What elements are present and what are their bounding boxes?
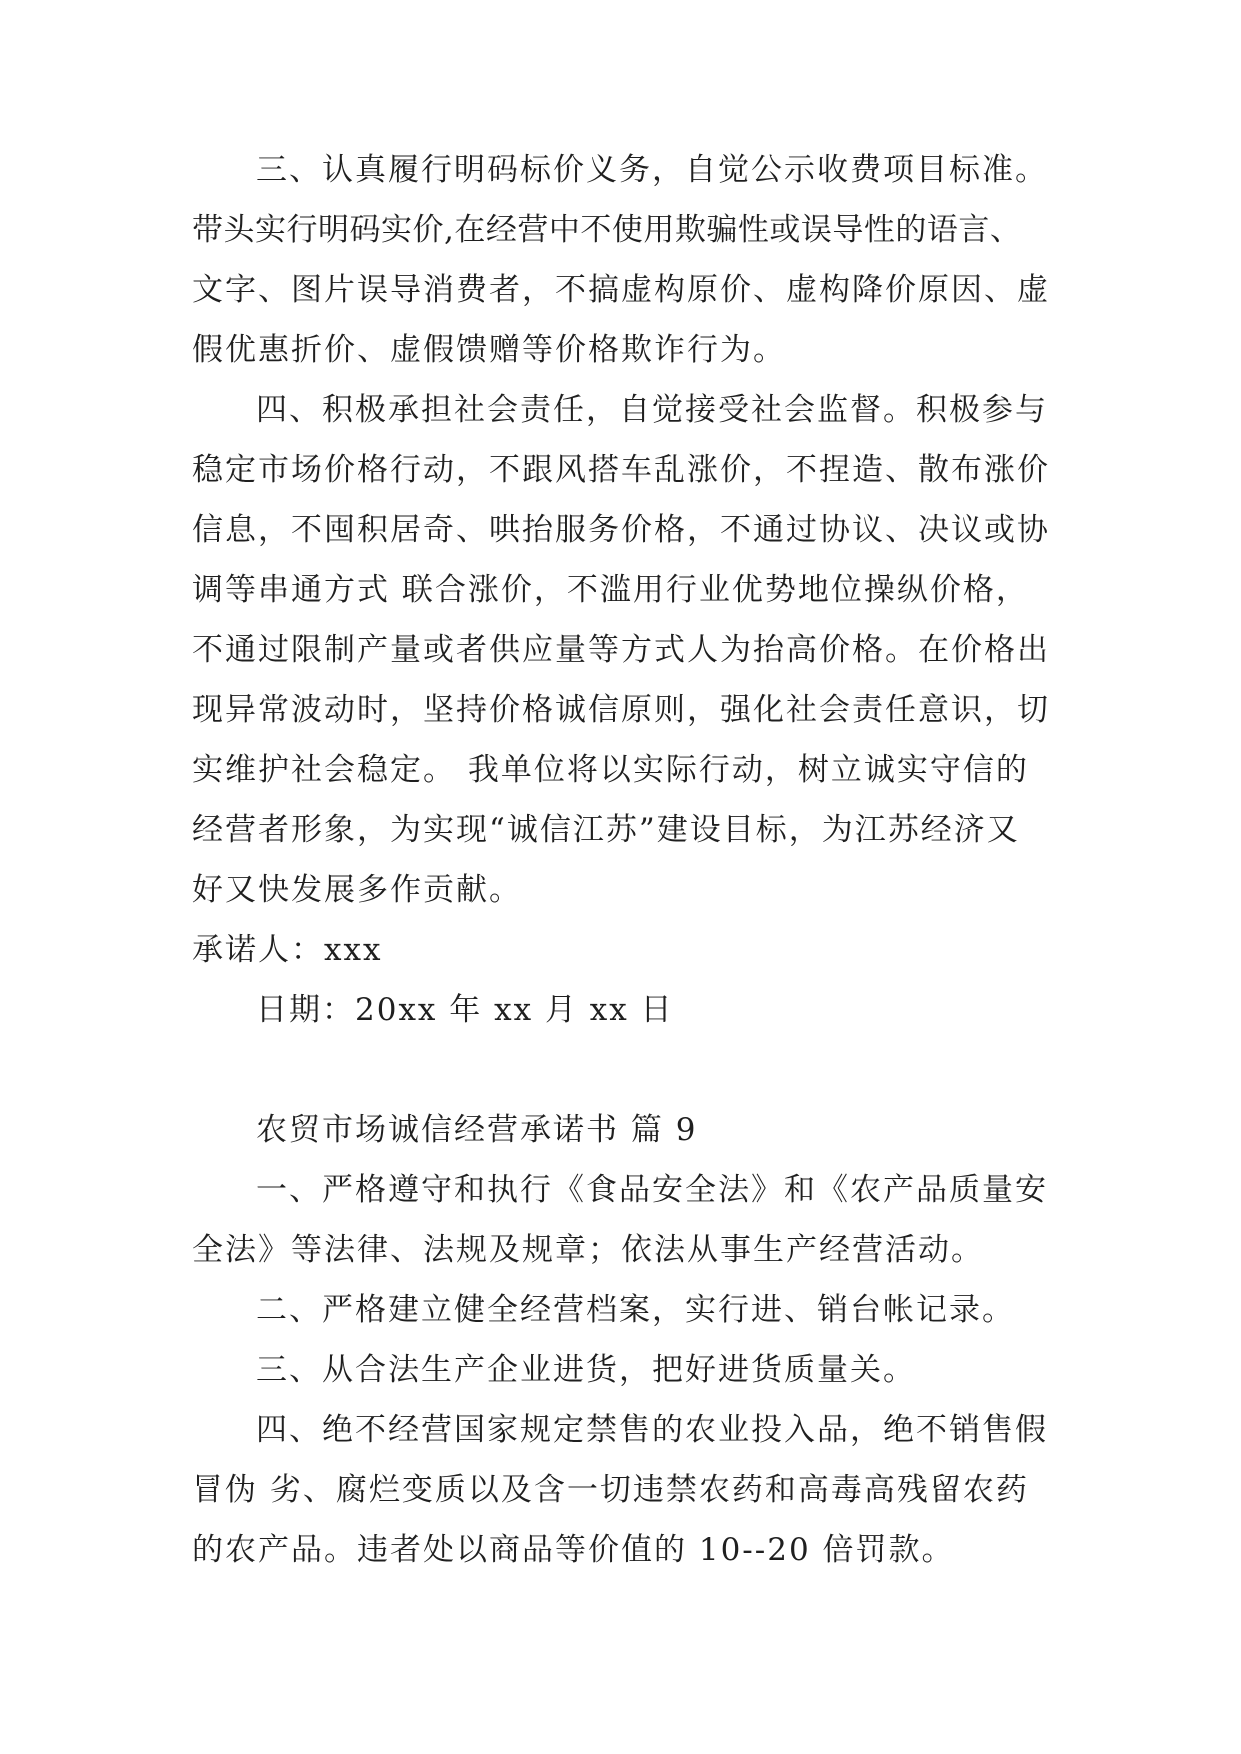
signer-line: 承诺人：xxx (192, 932, 383, 968)
paragraph-line: 稳定市场价格行动，不跟风搭车乱涨价，不捏造、散布涨价 (192, 452, 1050, 488)
section-title: 农贸市场诚信经营承诺书 篇 9 (256, 1112, 698, 1148)
paragraph-line: 不通过限制产量或者供应量等方式人为抬高价格。在价格出 (192, 632, 1050, 668)
list-item: 冒伪 劣、腐烂变质以及含一切违禁农药和高毒高残留农药 (192, 1472, 1029, 1508)
paragraph-line: 好又快发展多作贡献。 (192, 872, 522, 908)
paragraph-line: 带头实行明码实价,在经营中不使用欺骗性或误导性的语言、 (192, 212, 1022, 248)
paragraph-line: 经营者形象，为实现“诚信江苏”建设目标，为江苏经济又 (192, 812, 1020, 848)
list-item: 二、严格建立健全经营档案，实行进、销台帐记录。 (256, 1292, 1015, 1328)
paragraph-line: 文字、图片误导消费者，不搞虚构原价、虚构降价原因、虚 (192, 272, 1050, 308)
list-item: 的农产品。违者处以商品等价值的 10--20 倍罚款。 (192, 1532, 955, 1568)
paragraph-line: 信息，不囤积居奇、哄抬服务价格，不通过协议、决议或协 (192, 512, 1050, 548)
list-item: 四、绝不经营国家规定禁售的农业投入品，绝不销售假 (256, 1412, 1048, 1448)
date-line: 日期：20xx 年 xx 月 xx 日 (256, 992, 674, 1028)
paragraph-line: 实维护社会稳定。 我单位将以实际行动，树立诚实守信的 (192, 752, 1029, 788)
list-item: 三、从合法生产企业进货，把好进货质量关。 (256, 1352, 916, 1388)
paragraph-line: 三、认真履行明码标价义务，自觉公示收费项目标准。 (256, 152, 1048, 188)
paragraph-line: 调等串通方式 联合涨价，不滥用行业优势地位操纵价格， (192, 572, 1029, 608)
paragraph-line: 四、积极承担社会责任，自觉接受社会监督。积极参与 (256, 392, 1048, 428)
paragraph-line: 现异常波动时，坚持价格诚信原则，强化社会责任意识，切 (192, 692, 1050, 728)
list-item: 全法》等法律、法规及规章；依法从事生产经营活动。 (192, 1232, 984, 1268)
paragraph-line: 假优惠折价、虚假馈赠等价格欺诈行为。 (192, 332, 786, 368)
list-item: 一、严格遵守和执行《食品安全法》和《农产品质量安 (256, 1172, 1048, 1208)
